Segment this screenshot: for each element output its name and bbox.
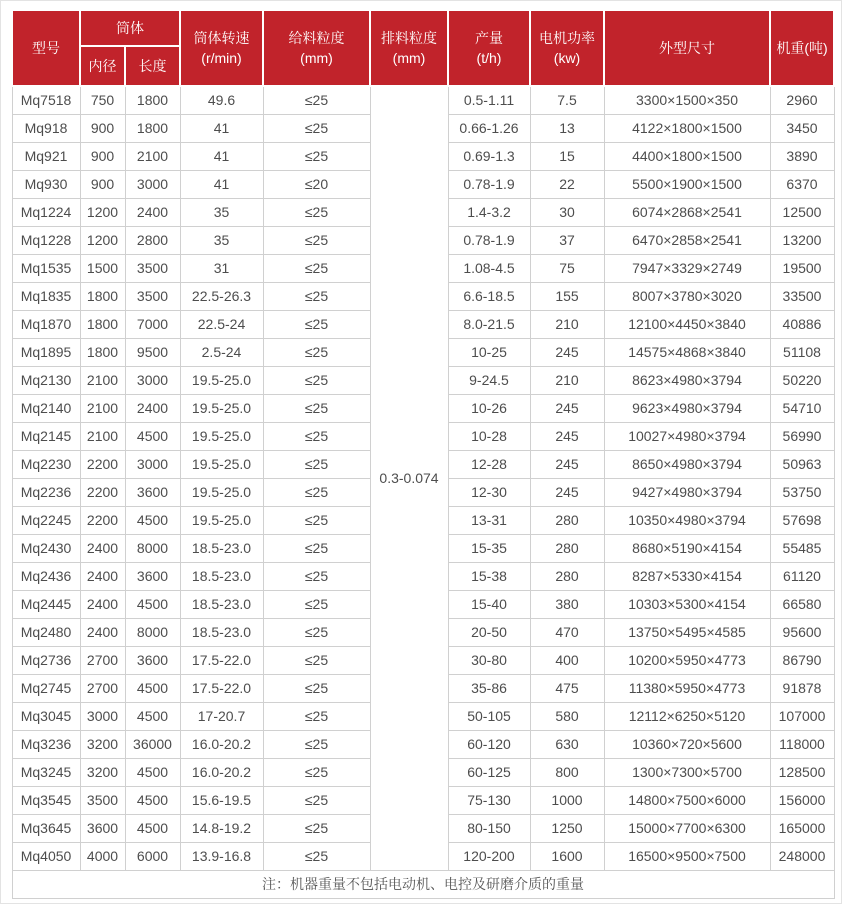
cell-motor-power: 15 bbox=[530, 142, 604, 170]
cell-capacity: 10-25 bbox=[448, 338, 530, 366]
cell-motor-power: 210 bbox=[530, 366, 604, 394]
cell-inner-diameter: 2700 bbox=[80, 674, 125, 702]
cell-inner-diameter: 3600 bbox=[80, 814, 125, 842]
cell-feed-size: ≤20 bbox=[263, 170, 370, 198]
cell-dimensions: 10360×720×5600 bbox=[604, 730, 770, 758]
cell-feed-size: ≤25 bbox=[263, 198, 370, 226]
cell-cylinder-length: 36000 bbox=[125, 730, 180, 758]
cell-speed: 19.5-25.0 bbox=[180, 422, 263, 450]
cell-motor-power: 245 bbox=[530, 450, 604, 478]
cell-weight: 19500 bbox=[770, 254, 834, 282]
cell-speed: 18.5-23.0 bbox=[180, 562, 263, 590]
header-capacity-line2: (t/h) bbox=[476, 50, 502, 66]
cell-capacity: 15-40 bbox=[448, 590, 530, 618]
cell-inner-diameter: 1500 bbox=[80, 254, 125, 282]
cell-model: Mq930 bbox=[12, 170, 80, 198]
cell-speed: 15.6-19.5 bbox=[180, 786, 263, 814]
cell-cylinder-length: 3000 bbox=[125, 366, 180, 394]
cell-inner-diameter: 1200 bbox=[80, 226, 125, 254]
cell-capacity: 8.0-21.5 bbox=[448, 310, 530, 338]
cell-capacity: 35-86 bbox=[448, 674, 530, 702]
cell-model: Mq2445 bbox=[12, 590, 80, 618]
cell-motor-power: 1250 bbox=[530, 814, 604, 842]
cell-feed-size: ≤25 bbox=[263, 422, 370, 450]
cell-model: Mq2145 bbox=[12, 422, 80, 450]
cell-inner-diameter: 3000 bbox=[80, 702, 125, 730]
cell-model: Mq2745 bbox=[12, 674, 80, 702]
cell-speed: 19.5-25.0 bbox=[180, 394, 263, 422]
cell-capacity: 10-28 bbox=[448, 422, 530, 450]
cell-motor-power: 245 bbox=[530, 422, 604, 450]
cell-motor-power: 7.5 bbox=[530, 86, 604, 114]
cell-weight: 6370 bbox=[770, 170, 834, 198]
cell-dimensions: 10027×4980×3794 bbox=[604, 422, 770, 450]
ball-mill-spec-table bbox=[11, 9, 835, 899]
cell-dimensions: 1300×7300×5700 bbox=[604, 758, 770, 786]
cell-cylinder-length: 2100 bbox=[125, 142, 180, 170]
cell-dimensions: 14800×7500×6000 bbox=[604, 786, 770, 814]
cell-capacity: 60-120 bbox=[448, 730, 530, 758]
cell-weight: 248000 bbox=[770, 842, 834, 870]
cell-inner-diameter: 2700 bbox=[80, 646, 125, 674]
cell-motor-power: 13 bbox=[530, 114, 604, 142]
cell-dimensions: 4400×1800×1500 bbox=[604, 142, 770, 170]
cell-motor-power: 400 bbox=[530, 646, 604, 674]
cell-weight: 56990 bbox=[770, 422, 834, 450]
cell-model: Mq921 bbox=[12, 142, 80, 170]
cell-feed-size: ≤25 bbox=[263, 758, 370, 786]
cell-dimensions: 6470×2858×2541 bbox=[604, 226, 770, 254]
cell-weight: 91878 bbox=[770, 674, 834, 702]
cell-model: Mq3645 bbox=[12, 814, 80, 842]
cell-dimensions: 12112×6250×5120 bbox=[604, 702, 770, 730]
header-model: 型号 bbox=[12, 10, 80, 86]
cell-capacity: 9-24.5 bbox=[448, 366, 530, 394]
cell-capacity: 0.5-1.11 bbox=[448, 86, 530, 114]
cell-speed: 16.0-20.2 bbox=[180, 758, 263, 786]
cell-weight: 50963 bbox=[770, 450, 834, 478]
cell-inner-diameter: 2400 bbox=[80, 562, 125, 590]
cell-model: Mq1895 bbox=[12, 338, 80, 366]
cell-dimensions: 10350×4980×3794 bbox=[604, 506, 770, 534]
cell-model: Mq2736 bbox=[12, 646, 80, 674]
cell-cylinder-length: 9500 bbox=[125, 338, 180, 366]
cell-cylinder-length: 2400 bbox=[125, 394, 180, 422]
cell-cylinder-length: 1800 bbox=[125, 114, 180, 142]
cell-inner-diameter: 1800 bbox=[80, 338, 125, 366]
cell-dimensions: 3300×1500×350 bbox=[604, 86, 770, 114]
cell-capacity: 6.6-18.5 bbox=[448, 282, 530, 310]
header-feed-line2: (mm) bbox=[300, 50, 333, 66]
cell-weight: 3890 bbox=[770, 142, 834, 170]
cell-model: Mq4050 bbox=[12, 842, 80, 870]
cell-inner-diameter: 2200 bbox=[80, 450, 125, 478]
cell-cylinder-length: 1800 bbox=[125, 86, 180, 114]
cell-speed: 19.5-25.0 bbox=[180, 478, 263, 506]
cell-dimensions: 15000×7700×6300 bbox=[604, 814, 770, 842]
cell-motor-power: 37 bbox=[530, 226, 604, 254]
cell-speed: 35 bbox=[180, 226, 263, 254]
cell-inner-diameter: 900 bbox=[80, 170, 125, 198]
cell-speed: 18.5-23.0 bbox=[180, 618, 263, 646]
table-header bbox=[12, 10, 834, 86]
cell-motor-power: 470 bbox=[530, 618, 604, 646]
cell-weight: 54710 bbox=[770, 394, 834, 422]
cell-weight: 107000 bbox=[770, 702, 834, 730]
cell-dimensions: 13750×5495×4585 bbox=[604, 618, 770, 646]
cell-capacity: 1.08-4.5 bbox=[448, 254, 530, 282]
cell-dimensions: 9427×4980×3794 bbox=[604, 478, 770, 506]
cell-capacity: 75-130 bbox=[448, 786, 530, 814]
cell-dimensions: 7947×3329×2749 bbox=[604, 254, 770, 282]
cell-cylinder-length: 3600 bbox=[125, 562, 180, 590]
cell-weight: 53750 bbox=[770, 478, 834, 506]
cell-weight: 66580 bbox=[770, 590, 834, 618]
header-motor-power bbox=[530, 10, 604, 86]
cell-cylinder-length: 3000 bbox=[125, 170, 180, 198]
cell-speed: 14.8-19.2 bbox=[180, 814, 263, 842]
cell-motor-power: 245 bbox=[530, 338, 604, 366]
cell-capacity: 12-30 bbox=[448, 478, 530, 506]
cell-inner-diameter: 2400 bbox=[80, 618, 125, 646]
cell-speed: 35 bbox=[180, 198, 263, 226]
cell-cylinder-length: 3000 bbox=[125, 450, 180, 478]
cell-motor-power: 380 bbox=[530, 590, 604, 618]
cell-model: Mq2230 bbox=[12, 450, 80, 478]
cell-dimensions: 14575×4868×3840 bbox=[604, 338, 770, 366]
cell-motor-power: 800 bbox=[530, 758, 604, 786]
cell-inner-diameter: 900 bbox=[80, 114, 125, 142]
header-capacity bbox=[448, 10, 530, 86]
cell-dimensions: 8680×5190×4154 bbox=[604, 534, 770, 562]
cell-cylinder-length: 4500 bbox=[125, 422, 180, 450]
cell-model: Mq1224 bbox=[12, 198, 80, 226]
cell-feed-size: ≤25 bbox=[263, 394, 370, 422]
cell-inner-diameter: 2400 bbox=[80, 590, 125, 618]
cell-motor-power: 30 bbox=[530, 198, 604, 226]
cell-speed: 17-20.7 bbox=[180, 702, 263, 730]
cell-dimensions: 4122×1800×1500 bbox=[604, 114, 770, 142]
cell-inner-diameter: 2100 bbox=[80, 366, 125, 394]
cell-dimensions: 16500×9500×7500 bbox=[604, 842, 770, 870]
cell-dimensions: 8623×4980×3794 bbox=[604, 366, 770, 394]
cell-speed: 18.5-23.0 bbox=[180, 590, 263, 618]
cell-speed: 13.9-16.8 bbox=[180, 842, 263, 870]
cell-dimensions: 10200×5950×4773 bbox=[604, 646, 770, 674]
cell-inner-diameter: 4000 bbox=[80, 842, 125, 870]
cell-capacity: 10-26 bbox=[448, 394, 530, 422]
note-row bbox=[12, 870, 834, 898]
cell-feed-size: ≤25 bbox=[263, 590, 370, 618]
cell-model: Mq7518 bbox=[12, 86, 80, 114]
cell-cylinder-length: 6000 bbox=[125, 842, 180, 870]
header-power-line2: (kw) bbox=[553, 50, 581, 66]
cell-cylinder-length: 4500 bbox=[125, 786, 180, 814]
cell-model: Mq3545 bbox=[12, 786, 80, 814]
cell-feed-size: ≤25 bbox=[263, 338, 370, 366]
cell-model: Mq1870 bbox=[12, 310, 80, 338]
note-text: 注：机器重量不包括电动机、电控及研磨介质的重量 bbox=[12, 870, 834, 898]
cell-feed-size: ≤25 bbox=[263, 702, 370, 730]
cell-speed: 2.5-24 bbox=[180, 338, 263, 366]
cell-speed: 41 bbox=[180, 170, 263, 198]
cell-model: Mq2480 bbox=[12, 618, 80, 646]
cell-speed: 49.6 bbox=[180, 86, 263, 114]
header-speed-line1: 筒体转速 bbox=[193, 29, 250, 46]
cell-speed: 22.5-26.3 bbox=[180, 282, 263, 310]
cell-capacity: 1.4-3.2 bbox=[448, 198, 530, 226]
cell-model: Mq3245 bbox=[12, 758, 80, 786]
cell-motor-power: 475 bbox=[530, 674, 604, 702]
cell-weight: 61120 bbox=[770, 562, 834, 590]
cell-inner-diameter: 3200 bbox=[80, 730, 125, 758]
cell-motor-power: 245 bbox=[530, 394, 604, 422]
cell-speed: 18.5-23.0 bbox=[180, 534, 263, 562]
table-footer bbox=[12, 870, 834, 898]
cell-capacity: 12-28 bbox=[448, 450, 530, 478]
cell-feed-size: ≤25 bbox=[263, 114, 370, 142]
cell-weight: 13200 bbox=[770, 226, 834, 254]
cell-capacity: 15-35 bbox=[448, 534, 530, 562]
header-feed-size bbox=[263, 10, 370, 86]
cell-feed-size: ≤25 bbox=[263, 646, 370, 674]
cell-motor-power: 245 bbox=[530, 478, 604, 506]
cell-weight: 86790 bbox=[770, 646, 834, 674]
header-discharge-size bbox=[370, 10, 448, 86]
cell-speed: 41 bbox=[180, 114, 263, 142]
cell-feed-size: ≤25 bbox=[263, 618, 370, 646]
cell-cylinder-length: 8000 bbox=[125, 618, 180, 646]
cell-dimensions: 6074×2868×2541 bbox=[604, 198, 770, 226]
cell-capacity: 0.69-1.3 bbox=[448, 142, 530, 170]
cell-inner-diameter: 2200 bbox=[80, 478, 125, 506]
cell-capacity: 30-80 bbox=[448, 646, 530, 674]
table-row bbox=[12, 86, 834, 114]
cell-feed-size: ≤25 bbox=[263, 310, 370, 338]
cell-weight: 165000 bbox=[770, 814, 834, 842]
cell-speed: 19.5-25.0 bbox=[180, 450, 263, 478]
cell-cylinder-length: 8000 bbox=[125, 534, 180, 562]
cell-feed-size: ≤25 bbox=[263, 674, 370, 702]
cell-cylinder-length: 3500 bbox=[125, 254, 180, 282]
cell-capacity: 20-50 bbox=[448, 618, 530, 646]
cell-weight: 128500 bbox=[770, 758, 834, 786]
cell-speed: 41 bbox=[180, 142, 263, 170]
cell-feed-size: ≤25 bbox=[263, 142, 370, 170]
cell-capacity: 80-150 bbox=[448, 814, 530, 842]
header-feed-line1: 给料粒度 bbox=[288, 29, 345, 46]
cell-model: Mq2130 bbox=[12, 366, 80, 394]
cell-weight: 95600 bbox=[770, 618, 834, 646]
header-discharge-line1: 排料粒度 bbox=[381, 29, 437, 46]
cell-weight: 33500 bbox=[770, 282, 834, 310]
cell-cylinder-length: 4500 bbox=[125, 758, 180, 786]
cell-feed-size: ≤25 bbox=[263, 254, 370, 282]
cell-weight: 2960 bbox=[770, 86, 834, 114]
cell-motor-power: 155 bbox=[530, 282, 604, 310]
header-capacity-line1: 产量 bbox=[475, 29, 503, 46]
cell-weight: 40886 bbox=[770, 310, 834, 338]
cell-motor-power: 1600 bbox=[530, 842, 604, 870]
header-speed-line2: (r/min) bbox=[201, 50, 242, 66]
cell-model: Mq2430 bbox=[12, 534, 80, 562]
cell-cylinder-length: 4500 bbox=[125, 674, 180, 702]
cell-model: Mq918 bbox=[12, 114, 80, 142]
cell-model: Mq3045 bbox=[12, 702, 80, 730]
cell-inner-diameter: 2400 bbox=[80, 534, 125, 562]
cell-model: Mq1835 bbox=[12, 282, 80, 310]
cell-dimensions: 5500×1900×1500 bbox=[604, 170, 770, 198]
cell-feed-size: ≤25 bbox=[263, 506, 370, 534]
cell-dimensions: 8007×3780×3020 bbox=[604, 282, 770, 310]
cell-cylinder-length: 4500 bbox=[125, 814, 180, 842]
cell-inner-diameter: 900 bbox=[80, 142, 125, 170]
cell-dimensions: 11380×5950×4773 bbox=[604, 674, 770, 702]
cell-motor-power: 280 bbox=[530, 506, 604, 534]
cell-motor-power: 280 bbox=[530, 534, 604, 562]
cell-speed: 22.5-24 bbox=[180, 310, 263, 338]
cell-weight: 12500 bbox=[770, 198, 834, 226]
cell-inner-diameter: 3500 bbox=[80, 786, 125, 814]
cell-weight: 55485 bbox=[770, 534, 834, 562]
cell-capacity: 0.78-1.9 bbox=[448, 226, 530, 254]
cell-feed-size: ≤25 bbox=[263, 478, 370, 506]
cell-feed-size: ≤25 bbox=[263, 730, 370, 758]
cell-discharge-size-merged: 0.3-0.074 bbox=[370, 86, 448, 870]
cell-dimensions: 12100×4450×3840 bbox=[604, 310, 770, 338]
cell-weight: 118000 bbox=[770, 730, 834, 758]
cell-feed-size: ≤25 bbox=[263, 842, 370, 870]
cell-feed-size: ≤25 bbox=[263, 226, 370, 254]
cell-weight: 3450 bbox=[770, 114, 834, 142]
cell-capacity: 60-125 bbox=[448, 758, 530, 786]
cell-feed-size: ≤25 bbox=[263, 786, 370, 814]
cell-capacity: 0.66-1.26 bbox=[448, 114, 530, 142]
cell-feed-size: ≤25 bbox=[263, 86, 370, 114]
cell-inner-diameter: 750 bbox=[80, 86, 125, 114]
header-inner-diameter: 内径 bbox=[80, 46, 125, 86]
cell-weight: 50220 bbox=[770, 366, 834, 394]
cell-model: Mq2245 bbox=[12, 506, 80, 534]
cell-weight: 156000 bbox=[770, 786, 834, 814]
cell-capacity: 120-200 bbox=[448, 842, 530, 870]
header-dimensions: 外型尺寸 bbox=[604, 10, 770, 86]
cell-motor-power: 630 bbox=[530, 730, 604, 758]
cell-inner-diameter: 2200 bbox=[80, 506, 125, 534]
header-cylinder-group: 筒体 bbox=[80, 10, 180, 46]
header-speed bbox=[180, 10, 263, 86]
cell-cylinder-length: 3600 bbox=[125, 646, 180, 674]
cell-model: Mq2436 bbox=[12, 562, 80, 590]
cell-model: Mq3236 bbox=[12, 730, 80, 758]
cell-feed-size: ≤25 bbox=[263, 366, 370, 394]
cell-motor-power: 210 bbox=[530, 310, 604, 338]
cell-cylinder-length: 3500 bbox=[125, 282, 180, 310]
cell-cylinder-length: 2800 bbox=[125, 226, 180, 254]
cell-speed: 19.5-25.0 bbox=[180, 506, 263, 534]
cell-speed: 17.5-22.0 bbox=[180, 646, 263, 674]
header-weight: 机重(吨) bbox=[770, 10, 834, 86]
cell-inner-diameter: 3200 bbox=[80, 758, 125, 786]
cell-model: Mq1228 bbox=[12, 226, 80, 254]
cell-speed: 16.0-20.2 bbox=[180, 730, 263, 758]
cell-motor-power: 22 bbox=[530, 170, 604, 198]
cell-feed-size: ≤25 bbox=[263, 282, 370, 310]
cell-cylinder-length: 4500 bbox=[125, 590, 180, 618]
cell-speed: 17.5-22.0 bbox=[180, 674, 263, 702]
cell-feed-size: ≤25 bbox=[263, 534, 370, 562]
cell-capacity: 13-31 bbox=[448, 506, 530, 534]
cell-model: Mq1535 bbox=[12, 254, 80, 282]
cell-inner-diameter: 1800 bbox=[80, 282, 125, 310]
cell-weight: 57698 bbox=[770, 506, 834, 534]
cell-inner-diameter: 1200 bbox=[80, 198, 125, 226]
cell-speed: 19.5-25.0 bbox=[180, 366, 263, 394]
cell-capacity: 0.78-1.9 bbox=[448, 170, 530, 198]
cell-model: Mq2236 bbox=[12, 478, 80, 506]
cell-capacity: 15-38 bbox=[448, 562, 530, 590]
cell-speed: 31 bbox=[180, 254, 263, 282]
cell-weight: 51108 bbox=[770, 338, 834, 366]
header-cylinder-length: 长度 bbox=[125, 46, 180, 86]
cell-cylinder-length: 7000 bbox=[125, 310, 180, 338]
cell-inner-diameter: 2100 bbox=[80, 422, 125, 450]
cell-inner-diameter: 2100 bbox=[80, 394, 125, 422]
cell-model: Mq2140 bbox=[12, 394, 80, 422]
header-power-line1: 电机功率 bbox=[539, 29, 595, 46]
cell-feed-size: ≤25 bbox=[263, 450, 370, 478]
cell-motor-power: 1000 bbox=[530, 786, 604, 814]
cell-feed-size: ≤25 bbox=[263, 814, 370, 842]
cell-cylinder-length: 4500 bbox=[125, 506, 180, 534]
header-discharge-line2: (mm) bbox=[392, 50, 426, 66]
cell-cylinder-length: 2400 bbox=[125, 198, 180, 226]
cell-dimensions: 8287×5330×4154 bbox=[604, 562, 770, 590]
cell-inner-diameter: 1800 bbox=[80, 310, 125, 338]
table-body bbox=[12, 86, 834, 870]
cell-dimensions: 8650×4980×3794 bbox=[604, 450, 770, 478]
cell-dimensions: 10303×5300×4154 bbox=[604, 590, 770, 618]
cell-dimensions: 9623×4980×3794 bbox=[604, 394, 770, 422]
cell-motor-power: 580 bbox=[530, 702, 604, 730]
cell-capacity: 50-105 bbox=[448, 702, 530, 730]
cell-feed-size: ≤25 bbox=[263, 562, 370, 590]
cell-cylinder-length: 4500 bbox=[125, 702, 180, 730]
cell-cylinder-length: 3600 bbox=[125, 478, 180, 506]
cell-motor-power: 75 bbox=[530, 254, 604, 282]
cell-motor-power: 280 bbox=[530, 562, 604, 590]
